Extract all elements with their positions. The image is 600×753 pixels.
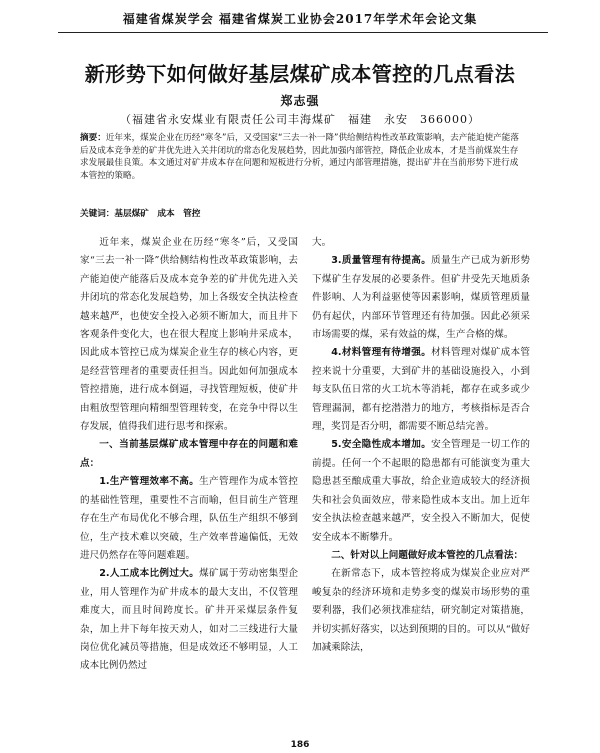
abstract-label: 摘要： [80,133,106,143]
subsection-4 [312,344,530,436]
subsection-2 [80,565,298,675]
section-heading-2: 二、针对以上问题做好成本管控的几点看法： [331,549,524,561]
keywords-text: 基层煤矿 成本 管控 [114,209,201,219]
keywords [80,208,520,220]
subsection-5-heading: 5.安全隐性成本增加。 [331,439,432,451]
author-affiliation: （福建省永安煤业有限责任公司丰海煤矿 福建 永安 366000） [120,113,480,126]
author-name: 郑志强 [280,94,320,108]
keywords-label: 关键词： [80,209,115,219]
abstract [80,132,520,182]
running-header: 福建省煤炭学会 福建省煤炭工业协会2017年学术年会论文集 [122,12,478,26]
intro-paragraph: 近年来，煤炭企业在历经“寒冬”后，又受国家“三去一补一降”供给侧结构性改革政策影响，去产能迫使产能落后及成本竞争差的矿井优先进入关井闭坑的常态化发展趋势，加上各级安全执法检查越来越严，也使安全投入必须不断加大，而且井下客观条件变化大，也在很大程度上影响井采成本，因此成本管控已成为煤炭企业生存的核心内容，更是经营管理者的重要责任担当。因此如何加强成本管控措施，进行成本倒逼，寻找管理短板，使矿井由粗放型管理向精细型管理转变，在竞争中得以生存发展，值得我们进行思考和探索。 [80,237,298,433]
continued-text: 大。 [312,237,332,248]
section-2-paragraph: 在新常态下，成本管控将成为煤炭企业应对严峻复杂的经济环境和走势多变的煤炭市场形势的重要利器，我们必须找准症结，研究制定对策措施，并切实抓好落实，以达到预期的目的。可以从“做好加减乘除法， [312,568,530,653]
body-column-right [312,234,530,657]
section-heading-1: 一、当前基层煤矿成本管理中存在的问题和难点： [80,439,298,469]
subsection-2-text: 煤矿属于劳动密集型企业，用人管理作为矿井成本的最大支出，不仅管理难度大，而且时间跨度长。矿井开采煤层条件复杂，加上井下每年按天劝人，如对二三线进行大量岗位优化减员等措施，但是成效还不够明显，人工成本比例仍然过 [80,568,299,672]
subsection-2-heading: 2.人工成本比例过大。 [99,568,200,580]
subsection-3 [312,252,530,344]
subsection-1-heading: 1.生产管理效率不高。 [99,476,200,488]
abstract-text: 近年来，煤炭企业在历经“寒冬”后，又受国家“三去一补一降”供给侧结构性改革政策影响，去产能迫使产能落后及成本竞争差的矿井优先进入关井闭坑的常态化发展趋势，因此加强内部管控，降低企业成本，才是当前煤炭生存求发展最佳良策。本文通过对矿井成本存在问题和短板进行分析，通过内部管理措施，提出矿井在当前形势下进行成本管控的策略。 [80,133,519,181]
body-column-left [80,234,298,676]
subsection-3-heading: 3.质量管理有待提高。 [331,255,432,267]
subsection-5 [312,436,530,546]
subsection-4-heading: 4.材料管理有待增强。 [331,347,432,359]
header-divider [58,32,548,33]
subsection-3-text: 质量生产已成为新形势下煤矿生存发展的必要条件。但矿井受先天地质条件影响、人为利益驱使等因素影响，煤质管理质量仍有起伏，内部环节管理还有待加强。因此必须采市场需要的煤，采有效益的煤，生产合格的煤。 [312,255,531,341]
subsection-1 [80,473,298,565]
subsection-1-text: 生产管理作为成本管控的基础性管理，重要性不言而喻，但目前生产管理存在生产布局优化不够合理，队伍生产组织不够到位，生产技术难以突破，生产效率普遍偏低，无效进尺仍然存在等问题难题。 [80,476,299,561]
article-title: 新形势下如何做好基层煤矿成本管控的几点看法 [84,62,516,86]
subsection-4-text: 材料管理对煤矿成本管控来说十分重要，大到矿井的基础设施投入，小到每支队伍日常的火工坑木等消耗，都存在或多或少管理漏洞，都有挖潜潜力的地方，考核指标是否合理，奖罚是否分明，都需要不断总结完善。 [312,347,531,433]
page-number: 186 [290,740,310,750]
subsection-5-text: 安全管理是一切工作的前提。任何一个不起眼的隐患都有可能演变为重大隐患甚至酿成重大事故，给企业造成较大的经济损失和社会负面效应，带来隐性成本支出。加上近年安全执法检查越来越严，安全投入不断加大，促使安全成本不断攀升。 [312,439,531,543]
